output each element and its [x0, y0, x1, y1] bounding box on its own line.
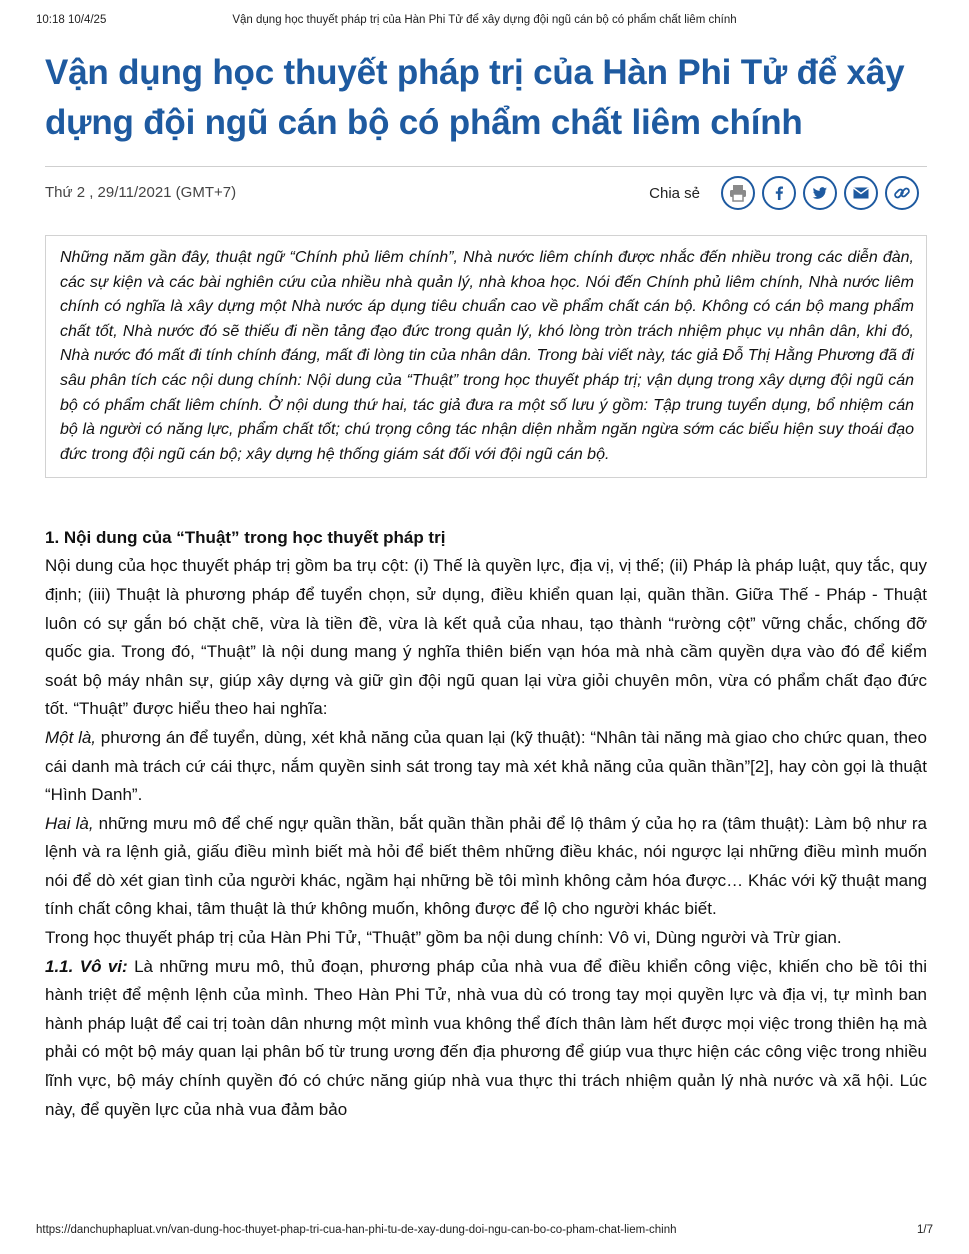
link-icon[interactable]	[885, 176, 919, 210]
section-heading: 1. Nội dung của “Thuật” trong học thuyết pháp trị	[45, 528, 446, 548]
paragraph	[45, 810, 927, 924]
print-timestamp: 10:18 10/4/25	[36, 14, 107, 26]
article-title: Vận dụng học thuyết pháp trị của Hàn Phi Tử để xây dựng đội ngũ cán bộ có phẩm chất liêm chính	[45, 53, 905, 142]
paragraph: Nội dung của học thuyết pháp trị gồm ba trụ cột: (i) Thế là quyền lực, địa vị, vị thế; (ii) Pháp là pháp luật, quy tắc, quy định; (iii) Thuật là phương pháp để tuyển chọn, sử dụng, điều khiển quan lại, quần thần. Giữa Thế - Pháp - Thuật luôn có sự gắn bó chặt chẽ, vừa là tiền đề, vừa là kết quả của nhau, tạo thành “rường cột” vững chắc, chống đỡ quốc gia. Trong đó, “Thuật” là nội dung mang ý nghĩa thiên biến vạn hóa mà nhà cầm quyền dựa vào đó để kiểm soát bộ máy nhân sự, giúp xây dựng và giữ gìn đội ngũ quan lại vừa giỏi chuyên môn, vừa có phẩm chất đạo đức tốt. “Thuật” được hiểu theo hai nghĩa:	[45, 556, 927, 719]
page-number: 1/7	[917, 1224, 933, 1236]
share-bar	[649, 176, 919, 210]
article-body	[45, 552, 927, 1124]
email-icon[interactable]	[844, 176, 878, 210]
twitter-icon[interactable]	[803, 176, 837, 210]
paragraph-text: phương án để tuyển, dùng, xét khả năng của quan lại (kỹ thuật): “Nhân tài năng mà giao cho chức quan, theo cái danh mà trách cứ cái thực, nắm quyền sinh sát trong tay mà xét khả năng của quần thần”[2], hay còn gọi là thuật “Hình Danh”.	[45, 727, 927, 805]
paragraph-lead: 1.1. Vô vi:	[45, 956, 128, 976]
article-summary: Những năm gần đây, thuật ngữ “Chính phủ liêm chính”, Nhà nước liêm chính được nhắc đến nhiều trong các diễn đàn, các sự kiện và các bài nghiên cứu của nhiều nhà quản lý, nhà khoa học. Nói đến Chính phủ liêm chính, Nhà nước liêm chính có nghĩa là xây dựng một Nhà nước áp dụng tiêu chuẩn cao về phẩm chất cán bộ. Không có cán bộ mang phẩm chất tốt, Nhà nước đó sẽ thiếu đi nền tảng đạo đức trong quản lý, khó lòng tròn trách nhiệm phục vụ nhân dân, khi đó, Nhà nước đó mất đi tính chính đáng, mất đi lòng tin của nhân dân. Trong bài viết này, tác giả Đỗ Thị Hằng Phương đã đi sâu phân tích các nội dung chính: Nội dung của “Thuật” trong học thuyết pháp trị; vận dụng trong xây dựng đội ngũ cán bộ có phẩm chất liêm chính. Ở nội dung thứ hai, tác giả đưa ra một số lưu ý gồm: Tập trung tuyển dụng, bổ nhiệm cán bộ là người có năng lực, phẩm chất tốt; chú trọng công tác nhận diện nhằm ngăn ngừa sớm các biểu hiện suy thoái đạo đức trong đội ngũ cán bộ; xây dựng hệ thống giám sát đối với đội ngũ cán bộ.	[45, 235, 927, 478]
paragraph-lead: Hai là,	[45, 813, 94, 833]
paragraph-text: những mưu mô để chế ngự quần thần, bắt quần thần phải để lộ thâm ý của họ ra (tâm thuật): Làm bộ như ra lệnh và ra lệnh giả, giấu điều mình biết mà hỏi để biết thêm những điều khác, nói ngược lại những điều mình muốn nói để dò xét gian tình của người khác, ngầm hại những bề tôi mình không cảm hóa được… Khác với kỹ thuật mang tính chất công khai, tâm thuật là thứ không muốn, không được để lộ cho người khác biết.	[45, 813, 927, 919]
meta-row	[45, 167, 927, 223]
paragraph: Trong học thuyết pháp trị của Hàn Phi Tử, “Thuật” gồm ba nội dung chính: Vô vi, Dùng người và Trừ gian.	[45, 928, 842, 948]
print-icon[interactable]	[721, 176, 755, 210]
paragraph	[45, 953, 927, 1125]
facebook-icon[interactable]	[762, 176, 796, 210]
page-url: https://danchuphapluat.vn/van-dung-hoc-thuyet-phap-tri-cua-han-phi-tu-de-xay-dung-doi-ngu-can-bo-co-pham-chat-liem-chinh	[36, 1224, 677, 1236]
publish-date: Thứ 2 , 29/11/2021 (GMT+7)	[45, 184, 237, 201]
article	[45, 48, 927, 1124]
print-header	[36, 14, 933, 30]
paragraph-lead: Một là,	[45, 727, 97, 747]
share-label: Chia sẻ	[649, 184, 700, 202]
print-footer	[36, 1224, 933, 1240]
paragraph-text: Là những mưu mô, thủ đoạn, phương pháp của nhà vua để điều khiển công việc, khiến cho bề tôi thi hành triệt để mệnh lệnh của mình. Theo Hàn Phi Tử, nhà vua dù có trong tay mọi quyền lực và địa vị, tự mình ban hành pháp luật để cai trị toàn dân nhưng một mình vua không thể đích thân làm hết được mọi việc trong thiên hạ mà phải có một bộ máy quan lại phân bố từ trung ương đến địa phương để giúp vua thực hiện các công việc trong nhiều lĩnh vực, bộ máy chính quyền đó có chức năng giúp nhà vua thực thi trách nhiệm quản lý nhà nước và xã hội. Lúc này, để quyền lực của nhà vua đảm bảo	[45, 956, 927, 1119]
print-page-title: Vận dụng học thuyết pháp trị của Hàn Phi Tử để xây dựng đội ngũ cán bộ có phẩm chất liêm chính	[232, 14, 737, 26]
paragraph	[45, 724, 927, 810]
